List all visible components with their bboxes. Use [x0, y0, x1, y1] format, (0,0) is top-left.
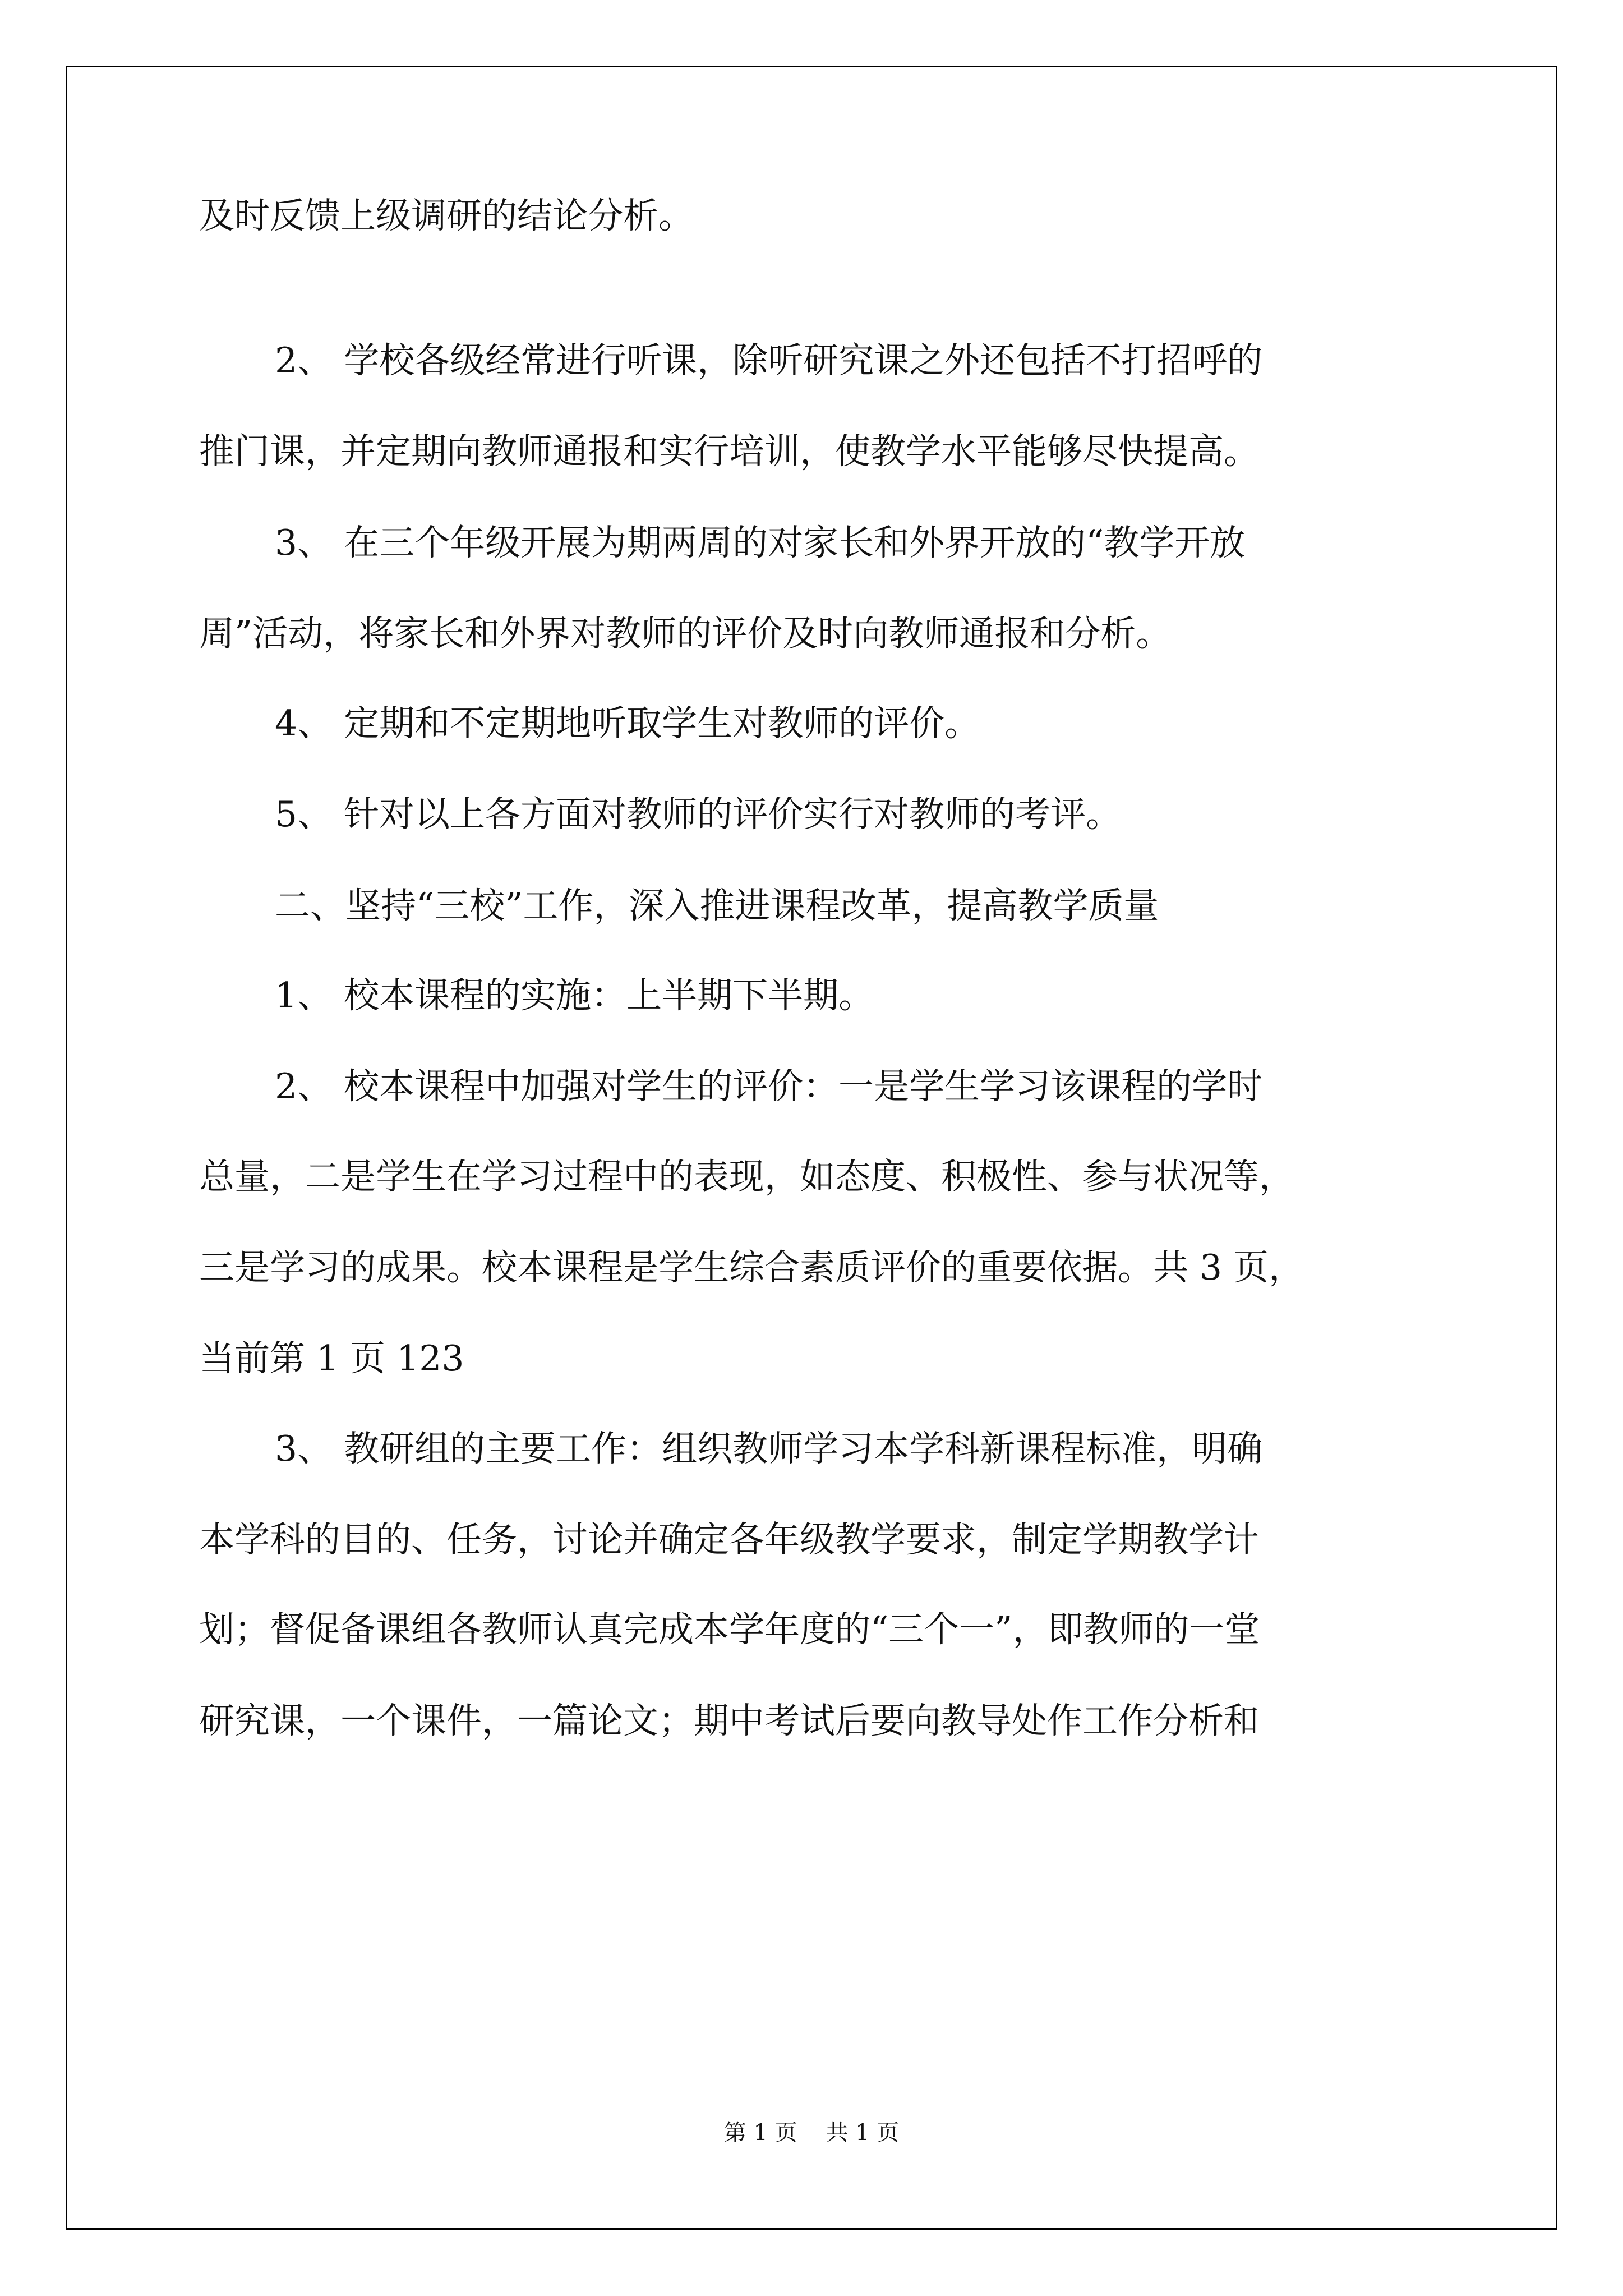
- page-border: [66, 66, 1557, 2230]
- section-heading: 二、坚持“三校”工作，深入推进课程改革，提高教学质量: [275, 885, 1159, 926]
- text-line: 研究课，一个课件，一篇论文；期中考试后要向教导处作工作分析和: [199, 1700, 1259, 1741]
- text-line: 总量，二是学生在学习过程中的表现，如态度、积极性、参与状况等，: [199, 1156, 1294, 1197]
- text-line: 周”活动，将家长和外界对教师的评价及时向教师通报和分析。: [199, 613, 1172, 654]
- text-line: 当前第 1 页 123: [199, 1338, 464, 1379]
- text-line: 1、 校本课程的实施：上半期下半期。: [275, 975, 874, 1016]
- text-line: 5、 针对以上各方面对教师的评价实行对教师的考评。: [275, 794, 1122, 835]
- text-line: 及时反馈上级调研的结论分析。: [199, 195, 694, 236]
- page-footer: 第 1 页 共 1 页: [723, 2120, 900, 2146]
- text-line: 推门课，并定期向教师通报和实行培训，使教学水平能够尽快提高。: [199, 431, 1259, 472]
- text-line: 3、 在三个年级开展为期两周的对家长和外界开放的“教学开放: [275, 522, 1246, 563]
- text-line: 本学科的目的、任务，讨论并确定各年级教学要求，制定学期教学计: [199, 1519, 1259, 1560]
- text-line: 三是学习的成果。校本课程是学生综合素质评价的重要依据。共 3 页，: [199, 1247, 1304, 1288]
- text-line: 2、 校本课程中加强对学生的评价：一是学生学习该课程的学时: [275, 1066, 1263, 1107]
- text-line: 2、 学校各级经常进行听课，除听研究课之外还包括不打招呼的: [275, 340, 1263, 381]
- text-line: 3、 教研组的主要工作：组织教师学习本学科新课程标准，明确: [275, 1428, 1263, 1469]
- text-line: 4、 定期和不定期地听取学生对教师的评价。: [275, 703, 980, 744]
- text-line: 划；督促备课组各教师认真完成本学年度的“三个一”，即教师的一堂: [199, 1609, 1260, 1650]
